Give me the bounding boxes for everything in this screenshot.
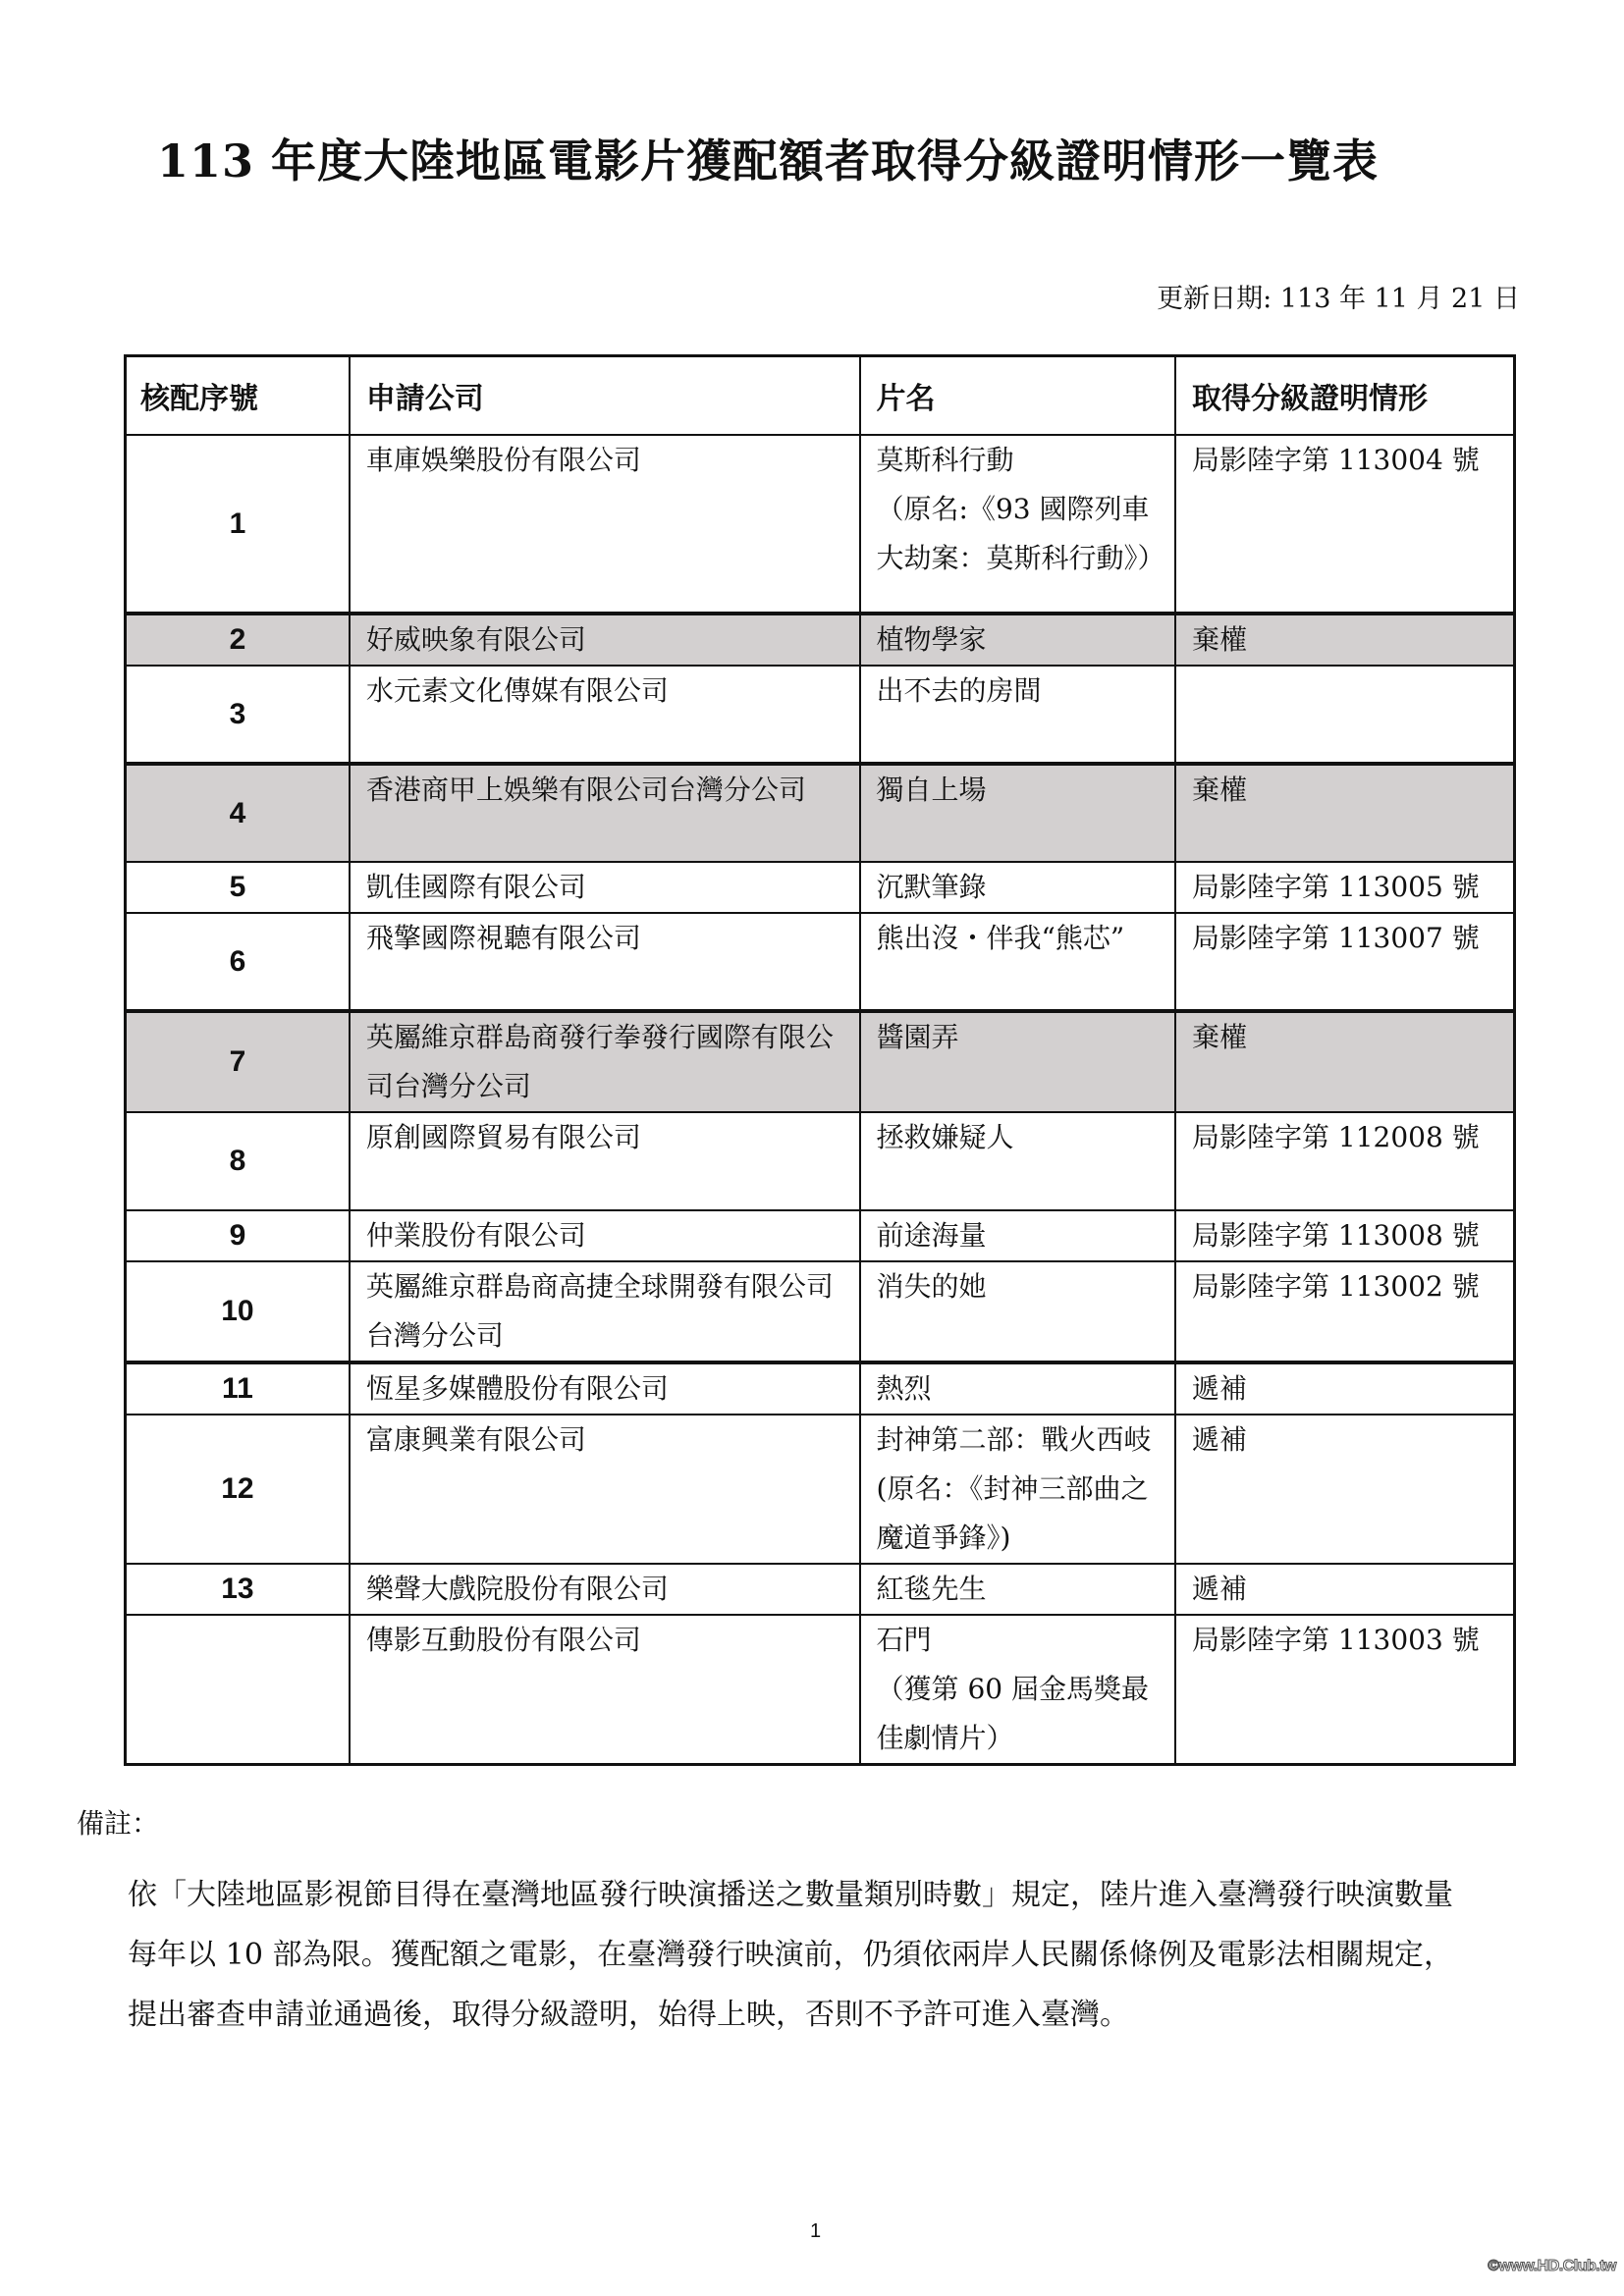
cell-status: 局影陸字第 113003 號 (1175, 1615, 1515, 1765)
notes-label: 備註： (77, 1807, 160, 1840)
cell-film: 前途海量 (860, 1210, 1175, 1261)
cell-company: 飛擎國際視聽有限公司 (350, 913, 860, 1011)
cell-status: 局影陸字第 112008 號 (1175, 1112, 1515, 1210)
cell-status: 遞補 (1175, 1564, 1515, 1615)
cell-company: 好威映象有限公司 (350, 614, 860, 666)
cell-no: 5 (126, 862, 350, 913)
table-row (126, 666, 1515, 764)
cell-status: 棄權 (1175, 614, 1515, 666)
notes-text: 依「大陸地區影視節目得在臺灣地區發行映演播送之數量類別時數」規定，陸片進入臺灣發行映演數量每年以 10 部為限。獲配額之電影，在臺灣發行映演前，仍須依兩岸人民關係條例及電影法相關規定，提出審查申請並通過後，取得分級證明，始得上映，否則不予許可進入臺灣。 (128, 1878, 1453, 2032)
page-number: 1 (810, 2220, 822, 2242)
cell-no: 3 (126, 666, 350, 764)
table-row (126, 862, 1515, 913)
cell-status: 棄權 (1175, 1011, 1515, 1112)
cell-status: 局影陸字第 113004 號 (1175, 435, 1515, 614)
cell-film: 沉默筆錄 (860, 862, 1175, 913)
table-row (126, 1112, 1515, 1210)
table-row (126, 1362, 1515, 1415)
cell-company: 樂聲大戲院股份有限公司 (350, 1564, 860, 1615)
table-row (126, 614, 1515, 666)
cell-status: 遞補 (1175, 1415, 1515, 1564)
quota-table (124, 354, 1516, 1766)
table-row (126, 1615, 1515, 1765)
table-body (126, 435, 1515, 1765)
cell-no: 11 (126, 1362, 350, 1415)
table-row (126, 913, 1515, 1011)
cell-no: 9 (126, 1210, 350, 1261)
cell-no: 1 (126, 435, 350, 614)
cell-company: 香港商甲上娛樂有限公司台灣分公司 (350, 764, 860, 862)
header-film: 片名 (860, 356, 1175, 436)
cell-no: 2 (126, 614, 350, 666)
cell-status: 棄權 (1175, 764, 1515, 862)
cell-status (1175, 666, 1515, 764)
cell-no: 10 (126, 1261, 350, 1362)
cell-no: 13 (126, 1564, 350, 1615)
cell-film: 紅毯先生 (860, 1564, 1175, 1615)
cell-company: 英屬維京群島商高捷全球開發有限公司台灣分公司 (350, 1261, 860, 1362)
table-row (126, 1564, 1515, 1615)
cell-no: 6 (126, 913, 350, 1011)
cell-film: 封神第二部：戰火西岐(原名：《封神三部曲之魔道爭鋒》) (860, 1415, 1175, 1564)
cell-film: 植物學家 (860, 614, 1175, 666)
cell-company: 富康興業有限公司 (350, 1415, 860, 1564)
table-row (126, 1415, 1515, 1564)
cell-status: 局影陸字第 113005 號 (1175, 862, 1515, 913)
header-no: 核配序號 (126, 356, 350, 436)
cell-film: 獨自上場 (860, 764, 1175, 862)
cell-no: 8 (126, 1112, 350, 1210)
cell-no: 12 (126, 1415, 350, 1564)
cell-company: 傳影互動股份有限公司 (350, 1615, 860, 1765)
cell-no (126, 1615, 350, 1765)
header-company: 申請公司 (350, 356, 860, 436)
cell-film: 出不去的房間 (860, 666, 1175, 764)
table-row (126, 764, 1515, 862)
cell-film: 熱烈 (860, 1362, 1175, 1415)
cell-company: 水元素文化傳媒有限公司 (350, 666, 860, 764)
cell-status: 局影陸字第 113007 號 (1175, 913, 1515, 1011)
table-row (126, 1210, 1515, 1261)
document-title: 113 年度大陸地區電影片獲配額者取得分級證明情形一覽表 (157, 134, 1380, 187)
cell-company: 恆星多媒體股份有限公司 (350, 1362, 860, 1415)
cell-film: 拯救嫌疑人 (860, 1112, 1175, 1210)
cell-status: 局影陸字第 113002 號 (1175, 1261, 1515, 1362)
cell-no: 7 (126, 1011, 350, 1112)
watermark: ©www.HD.Club.tw (1488, 2258, 1616, 2274)
table-row (126, 1011, 1515, 1112)
cell-company: 仲業股份有限公司 (350, 1210, 860, 1261)
cell-film: 石門 （獲第 60 屆金馬獎最佳劇情片） (860, 1615, 1175, 1765)
cell-company: 車庫娛樂股份有限公司 (350, 435, 860, 614)
cell-film: 消失的她 (860, 1261, 1175, 1362)
table-header-row (126, 356, 1515, 436)
cell-film: 醬園弄 (860, 1011, 1175, 1112)
cell-no: 4 (126, 764, 350, 862)
cell-company: 凱佳國際有限公司 (350, 862, 860, 913)
cell-status: 局影陸字第 113008 號 (1175, 1210, 1515, 1261)
cell-company: 英屬維京群島商發行拳發行國際有限公司台灣分公司 (350, 1011, 860, 1112)
cell-status: 遞補 (1175, 1362, 1515, 1415)
cell-film: 熊出沒・伴我“熊芯” (860, 913, 1175, 1011)
cell-film: 莫斯科行動 （原名:《93 國際列車大劫案：莫斯科行動》） (860, 435, 1175, 614)
update-date: 更新日期: 113 年 11 月 21 日 (1157, 284, 1520, 314)
cell-company: 原創國際貿易有限公司 (350, 1112, 860, 1210)
table-row (126, 435, 1515, 614)
table-row (126, 1261, 1515, 1362)
header-status: 取得分級證明情形 (1175, 356, 1515, 436)
